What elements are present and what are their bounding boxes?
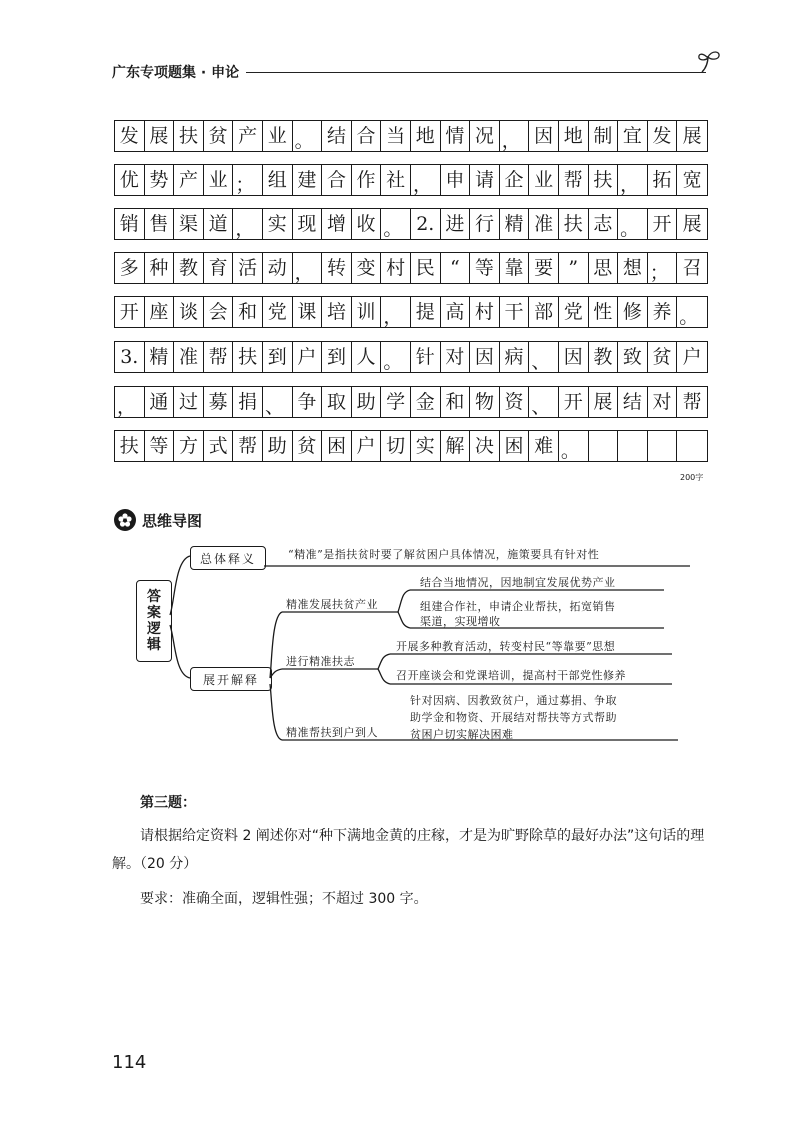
grid-cell: 对 xyxy=(441,342,471,372)
grid-cell: 社 xyxy=(381,165,411,195)
sub-industry-item: 结合当地情况，因地制宜发展优势产业 xyxy=(420,576,616,589)
grid-cell: 转 xyxy=(322,253,352,283)
grid-cell: 势 xyxy=(145,165,175,195)
grid-cell: ； xyxy=(233,165,263,195)
grid-cell: ， xyxy=(381,297,411,327)
grid-cell: ” xyxy=(559,253,589,283)
grid-cell: 谈 xyxy=(174,297,204,327)
grid-cell: 干 xyxy=(500,297,530,327)
grid-cell: 争 xyxy=(293,387,323,417)
grid-cell: 病 xyxy=(500,342,530,372)
branch-expanded-explanation: 展开解释 xyxy=(190,667,272,691)
grid-cell: 扶 xyxy=(233,342,263,372)
grid-cell: 产 xyxy=(233,121,263,151)
header-title: 广东专项题集 · 申论 xyxy=(112,65,240,81)
grid-cell: 因 xyxy=(529,121,559,151)
grid-cell: 准 xyxy=(174,342,204,372)
grid-cell: 发 xyxy=(115,121,145,151)
grid-cell: 业 xyxy=(529,165,559,195)
grid-cell: 村 xyxy=(381,253,411,283)
grid-cell: 2. xyxy=(411,209,441,239)
sub-industry-label: 精准发展扶贫产业 xyxy=(286,598,378,611)
grid-cell: 况 xyxy=(470,121,500,151)
grid-cell: 变 xyxy=(352,253,382,283)
grid-cell: 精 xyxy=(500,209,530,239)
grid-cell: 助 xyxy=(352,387,382,417)
grid-cell: 地 xyxy=(559,121,589,151)
grid-cell: 和 xyxy=(441,387,471,417)
root-char: 逻 xyxy=(147,621,161,637)
grid-cell: 扶 xyxy=(559,209,589,239)
grid-cell: 扶 xyxy=(174,121,204,151)
root-char: 案 xyxy=(147,604,161,621)
grid-cell: 等 xyxy=(145,431,175,461)
page-number: 114 xyxy=(112,1052,147,1073)
grid-cell: 现 xyxy=(293,209,323,239)
grid-cell: 方 xyxy=(174,431,204,461)
grid-cell: 村 xyxy=(470,297,500,327)
grid-cell: 和 xyxy=(233,297,263,327)
grid-cell: 渠 xyxy=(174,209,204,239)
grid-cell: ； xyxy=(648,253,678,283)
grid-cell: 培 xyxy=(322,297,352,327)
grid-cell: 取 xyxy=(322,387,352,417)
grid-cell: 人 xyxy=(352,342,382,372)
grid-cell: 、 xyxy=(263,387,293,417)
grid-cell: 宜 xyxy=(618,121,648,151)
grid-cell: 优 xyxy=(115,165,145,195)
grid-cell: 实 xyxy=(411,431,441,461)
grid-cell: 因 xyxy=(470,342,500,372)
grid-cell: 动 xyxy=(263,253,293,283)
grid-cell: 帮 xyxy=(204,342,234,372)
grid-cell: 宽 xyxy=(682,168,702,191)
grid-cell: 。 xyxy=(381,209,411,239)
grid-cell: 作 xyxy=(352,165,382,195)
grid-cell: 到 xyxy=(322,342,352,372)
grid-cell: 对 xyxy=(648,387,678,417)
grid-cell: 展 xyxy=(145,121,175,151)
grid-cell: 种 xyxy=(145,253,175,283)
grid-cell: ， xyxy=(500,121,530,151)
grid-cell: 性 xyxy=(589,297,619,327)
grid-cell: 高 xyxy=(441,297,471,327)
grid-cell: 合 xyxy=(352,121,382,151)
mindmap-root xyxy=(136,580,172,662)
grid-cell: 课 xyxy=(293,297,323,327)
grid-cell: 精 xyxy=(145,342,175,372)
grid-cell: 准 xyxy=(529,209,559,239)
grid-cell: 开 xyxy=(115,297,145,327)
grid-cell: 式 xyxy=(204,431,234,461)
grid-cell: 帮 xyxy=(233,431,263,461)
grid-cell: 贫 xyxy=(648,342,678,372)
grid-cell: 党 xyxy=(263,297,293,327)
grid-cell: 、 xyxy=(529,387,559,417)
grid-cell: 因 xyxy=(559,342,589,372)
grid-cell: 训 xyxy=(352,297,382,327)
grid-cell: 等 xyxy=(470,253,500,283)
grid-cell: 民 xyxy=(411,253,441,283)
grid-cell: 助 xyxy=(263,431,293,461)
grid-cell: 收 xyxy=(352,209,382,239)
sub-industry-item: 渠道，实现增收 xyxy=(420,615,501,628)
grid-cell: 企 xyxy=(500,165,530,195)
grid-cell: 合 xyxy=(322,165,352,195)
sub-industry-item: 组建合作社，申请企业帮扶，拓宽销售 xyxy=(420,600,616,613)
grid-cell: 靠 xyxy=(500,253,530,283)
grid-cell: 当 xyxy=(381,121,411,151)
grid-cell: 修 xyxy=(618,297,648,327)
grid-cell: 。 xyxy=(559,431,589,461)
grid-cell: 致 xyxy=(618,342,648,372)
grid-cell: 实 xyxy=(263,209,293,239)
grid-cell: 增 xyxy=(322,209,352,239)
grid-cell: 户 xyxy=(293,342,323,372)
question-requirement: 要求：准确全面，逻辑性强；不超过 300 字。 xyxy=(140,891,428,907)
grid-cell: 户 xyxy=(682,345,702,368)
grid-cell: 开 xyxy=(559,387,589,417)
sub-household-item: 贫困户切实解决困难 xyxy=(410,728,514,741)
grid-cell: 通 xyxy=(145,387,175,417)
root-char: 答 xyxy=(147,588,161,605)
grid-cell: 会 xyxy=(204,297,234,327)
grid-cell: 组 xyxy=(263,165,293,195)
grid-cell: 金 xyxy=(411,387,441,417)
grid-cell: 募 xyxy=(204,387,234,417)
grid-cell: 养 xyxy=(648,297,678,327)
grid-cell: 请 xyxy=(470,165,500,195)
grid-cell: 贫 xyxy=(204,121,234,151)
sub-household-item: 针对因病、因教致贫户，通过募捐、争取 xyxy=(410,694,617,707)
grid-cell: 针 xyxy=(411,342,441,372)
grid-cell: 售 xyxy=(145,209,175,239)
grid-cell: 教 xyxy=(589,342,619,372)
grid-cell: 结 xyxy=(618,387,648,417)
grid-cell: 要 xyxy=(529,253,559,283)
grid-cell: 多 xyxy=(115,253,145,283)
sub-aspiration-item: 开展多种教育活动，转变村民“等靠要”思想 xyxy=(396,640,616,653)
sub-aspiration-label: 进行精准扶志 xyxy=(286,655,355,668)
grid-cell: 捐 xyxy=(233,387,263,417)
grid-cell: ， xyxy=(293,253,323,283)
grid-cell: 发 xyxy=(648,121,678,151)
grid-cell: 户 xyxy=(352,431,382,461)
grid-cell: 制 xyxy=(589,121,619,151)
sub-aspiration-item: 召开座谈会和党课培训，提高村干部党性修养 xyxy=(396,669,626,682)
grid-cell: 党 xyxy=(559,297,589,327)
grid-cell: 贫 xyxy=(293,431,323,461)
grid-cell: 。 xyxy=(293,121,323,151)
grid-cell: 展 xyxy=(682,124,702,147)
grid-cell: 进 xyxy=(441,209,471,239)
grid-cell: 申 xyxy=(441,165,471,195)
grid-cell: 。 xyxy=(381,342,411,372)
branch-overall-text: “精准”是指扶贫时要了解贫困户具体情况，施策要具有针对性 xyxy=(288,548,600,561)
grid-cell: ， xyxy=(233,209,263,239)
grid-cell: 行 xyxy=(470,209,500,239)
grid-cell: 部 xyxy=(529,297,559,327)
grid-cell: 扶 xyxy=(115,431,145,461)
grid-cell: 开 xyxy=(648,209,678,239)
grid-cell: 展 xyxy=(682,212,702,235)
grid-cell: 难 xyxy=(529,431,559,461)
grid-cell: 结 xyxy=(322,121,352,151)
grid-cell: 。 xyxy=(618,209,648,239)
grid-cell: ， xyxy=(115,387,145,417)
grid-cell: 资 xyxy=(500,387,530,417)
grid-cell: 。 xyxy=(679,306,699,327)
grid-cell: 过 xyxy=(174,387,204,417)
grid-cell: 到 xyxy=(263,342,293,372)
grid-cell: ， xyxy=(618,165,648,195)
grid-cell: 思 xyxy=(589,253,619,283)
grid-cell: 决 xyxy=(470,431,500,461)
grid-cell: 扶 xyxy=(589,165,619,195)
grid-cell: 提 xyxy=(411,297,441,327)
grid-cell: 产 xyxy=(174,165,204,195)
sub-household-label: 精准帮扶到户到人 xyxy=(286,726,378,739)
grid-cell: 座 xyxy=(145,297,175,327)
word-count: 200字 xyxy=(680,473,704,482)
grid-cell: 展 xyxy=(589,387,619,417)
grid-cell: 切 xyxy=(381,431,411,461)
grid-cell: 拓 xyxy=(648,165,678,195)
grid-cell: 帮 xyxy=(682,390,702,413)
grid-cell: 情 xyxy=(441,121,471,151)
grid-cell: 物 xyxy=(470,387,500,417)
grid-cell: ， xyxy=(411,165,441,195)
question-title: 第三题： xyxy=(140,795,196,811)
grid-cell: 想 xyxy=(618,253,648,283)
grid-cell: 帮 xyxy=(559,165,589,195)
sub-household-item: 助学金和物资、开展结对帮扶等方式帮助 xyxy=(410,711,617,724)
grid-cell: 志 xyxy=(589,209,619,239)
grid-cell: 育 xyxy=(204,253,234,283)
grid-cell: 道 xyxy=(204,209,234,239)
grid-cell: 活 xyxy=(233,253,263,283)
grid-cell: “ xyxy=(441,253,471,283)
grid-cell: 解 xyxy=(441,431,471,461)
grid-cell: 学 xyxy=(381,387,411,417)
grid-cell: 建 xyxy=(293,165,323,195)
question-body: 请根据给定资料 2 阐述你对“种下满地金黄的庄稼，才是为旷野除草的最好办法”这句话的理解。（20 分） xyxy=(112,828,705,872)
grid-cell: 销 xyxy=(115,209,145,239)
grid-cell: 业 xyxy=(263,121,293,151)
grid-cell: 困 xyxy=(500,431,530,461)
branch-overall-meaning: 总体释义 xyxy=(190,546,266,570)
grid-cell: 召 xyxy=(682,256,702,279)
grid-cell: 地 xyxy=(411,121,441,151)
grid-cell: 教 xyxy=(174,253,204,283)
grid-cell: 、 xyxy=(529,342,559,372)
root-char: 辑 xyxy=(147,637,161,654)
mindmap-title: 思维导图 xyxy=(142,511,203,530)
grid-cell: 困 xyxy=(322,431,352,461)
grid-cell: 3. xyxy=(115,342,145,372)
grid-cell: 业 xyxy=(204,165,234,195)
